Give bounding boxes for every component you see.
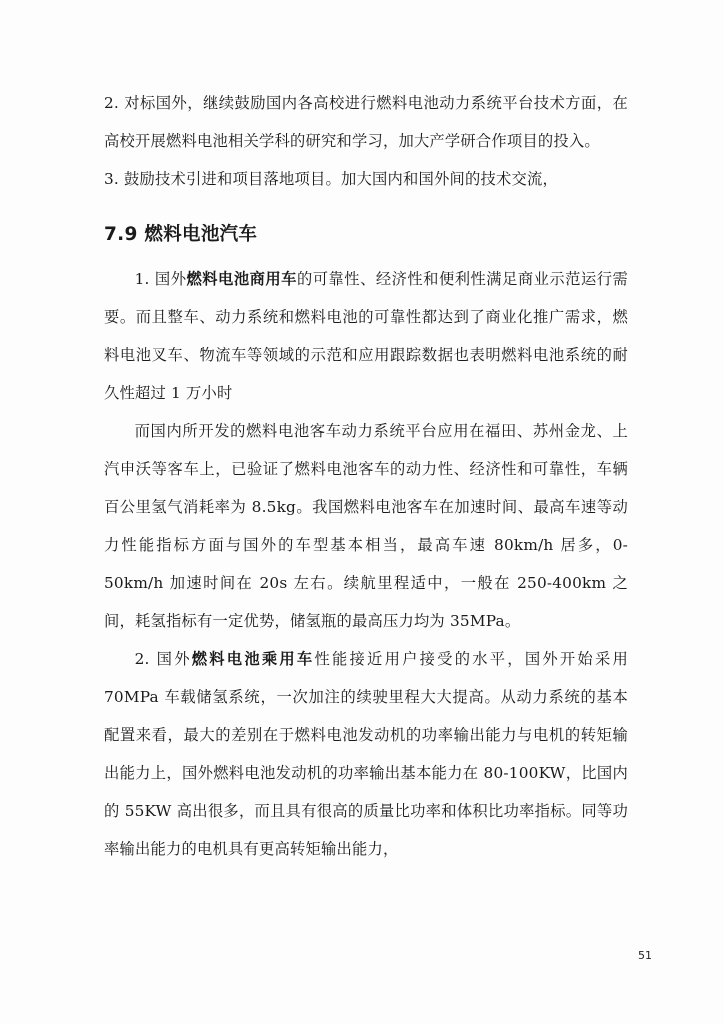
- paragraph-3-lead: 2. 国外: [134, 650, 192, 668]
- paragraph-1-emphasis: 燃料电池商用车: [186, 270, 297, 288]
- paragraph-1-rest: 的可靠性、经济性和便利性满足商业示范运行需要。而且整车、动力系统和燃料电池的可靠性都达到了商业化推广需求，燃料电池叉车、物流车等领域的示范和应用跟踪数据也表明燃料电池系统的耐久性超过 1 万小时: [104, 270, 629, 402]
- paragraph-1: [104, 260, 628, 412]
- page-number: 51: [638, 949, 652, 962]
- paragraph-item-3: 3. 鼓励技术引进和项目落地项目。加大国内和国外间的技术交流，: [104, 170, 558, 188]
- paragraph-2: 而国内所开发的燃料电池客车动力系统平台应用在福田、苏州金龙、上汽申沃等客车上，已验证了燃料电池客车的动力性、经济性和可靠性，车辆百公里氢气消耗率为 8.5kg。我国燃料电池客车在加速时间、最高车速等动力性能指标方面与国外的车型基本相当，最高车速 80km/h 居多，0-50km/h 加速时间在 20s 左右。续航里程适中，一般在 250-400km 之间，耗氢指标有一定优势，储氢瓶的最高压力均为 35MPa。: [104, 422, 628, 630]
- paragraph-3-rest: 性能接近用户接受的水平，国外开始采用 70MPa 车载储氢系统，一次加注的续驶里程大大提高。从动力系统的基本配置来看，最大的差别在于燃料电池发动机的功率输出能力与电机的转矩输出能力上，国外燃料电池发动机的功率输出基本能力在 80-100KW，比国内的 55KW 高出很多，而且具有很高的质量比功率和体积比功率指标。同等功率输出能力的电机具有更高转矩输出能力，: [104, 650, 628, 858]
- paragraph-1-lead: 1. 国外: [134, 270, 187, 288]
- paragraph-item-2: 2. 对标国外，继续鼓励国内各高校进行燃料电池动力系统平台技术方面，在高校开展燃料电池相关学科的研究和学习，加大产学研合作项目的投入。: [104, 94, 628, 150]
- paragraph-3: [104, 640, 628, 868]
- section-heading: 7.9 燃料电池汽车: [104, 224, 258, 245]
- paragraph-3-emphasis: 燃料电池乘用车: [191, 650, 315, 668]
- document-body: [104, 84, 628, 868]
